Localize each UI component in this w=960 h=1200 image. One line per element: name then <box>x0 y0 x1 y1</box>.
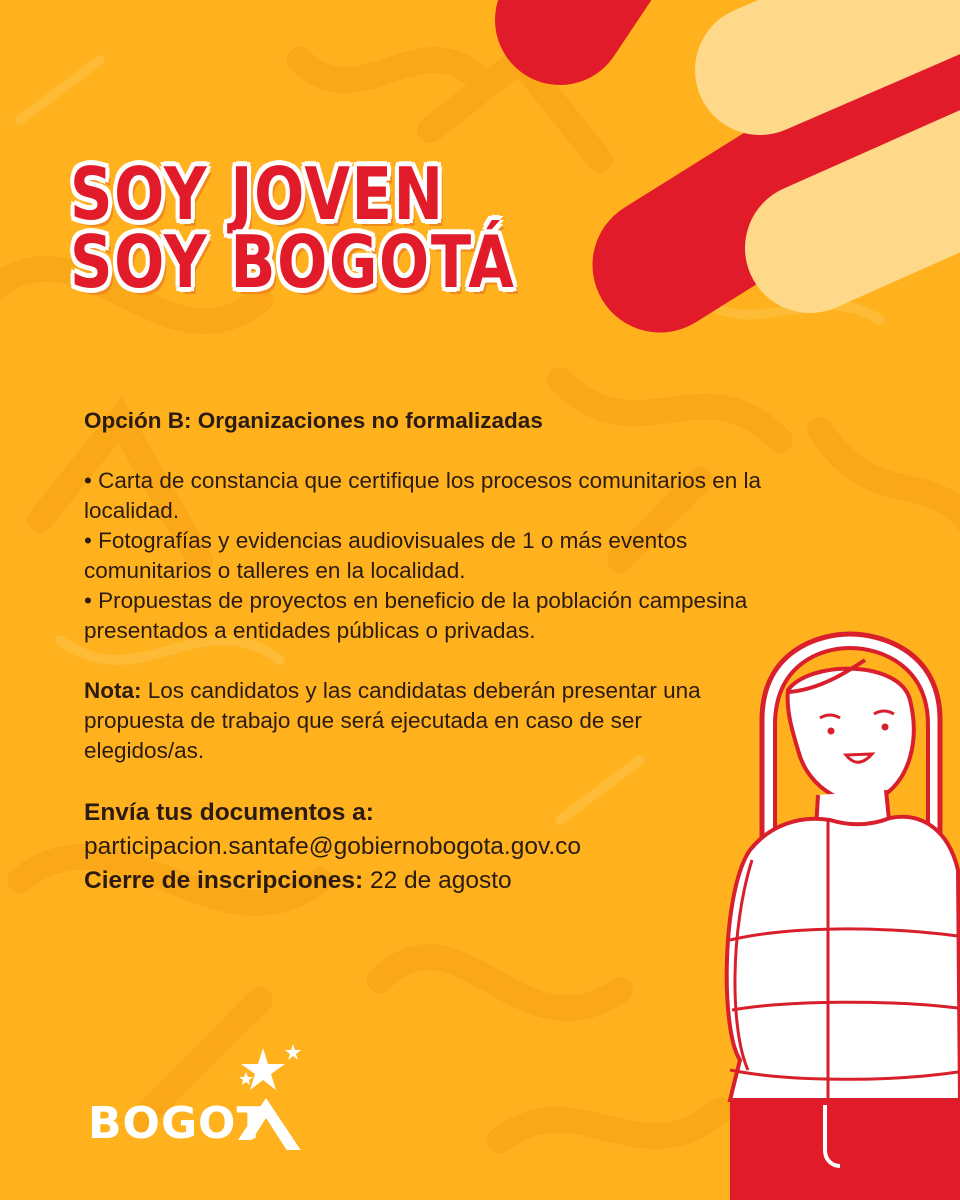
note-paragraph <box>84 676 764 766</box>
deadline-label: Cierre de inscripciones: <box>84 867 364 894</box>
contact-block <box>84 796 764 898</box>
bogota-brand-logo <box>88 1040 328 1150</box>
soy-joven-logo <box>70 152 516 304</box>
logo-line-1: SOY JOVEN <box>70 152 445 236</box>
email-link[interactable]: participacion.santafe@gobiernobogota.gov.co <box>84 833 582 860</box>
note-text: Los candidatos y las candidatas deberán presentar una propuesta de trabajo que será ejecutada en caso de ser elegidos/as. <box>84 678 701 763</box>
content-block <box>84 406 764 898</box>
brand-name: BOGOT <box>88 1098 268 1149</box>
logo-line-2: SOY BOGOTÁ <box>70 220 516 304</box>
deadline-line <box>84 864 764 898</box>
send-label: Envía tus documentos a: <box>84 799 374 826</box>
note-label: Nota: <box>84 678 142 703</box>
list-item: • Fotografías y evidencias audiovisuales de 1 o más eventos comunitarios o talleres en la localidad. <box>84 528 688 583</box>
deadline-value: 22 de agosto <box>363 867 512 894</box>
list-item: • Carta de constancia que certifique los procesos comunitarios en la localidad. <box>84 468 761 523</box>
option-heading: Opción B: Organizaciones no formalizadas <box>84 408 543 433</box>
requirements-list <box>84 466 764 646</box>
young-person-illustration <box>700 630 960 1200</box>
list-item: • Propuestas de proyectos en beneficio de la población campesina presentados a entidades públicas o privadas. <box>84 588 748 643</box>
